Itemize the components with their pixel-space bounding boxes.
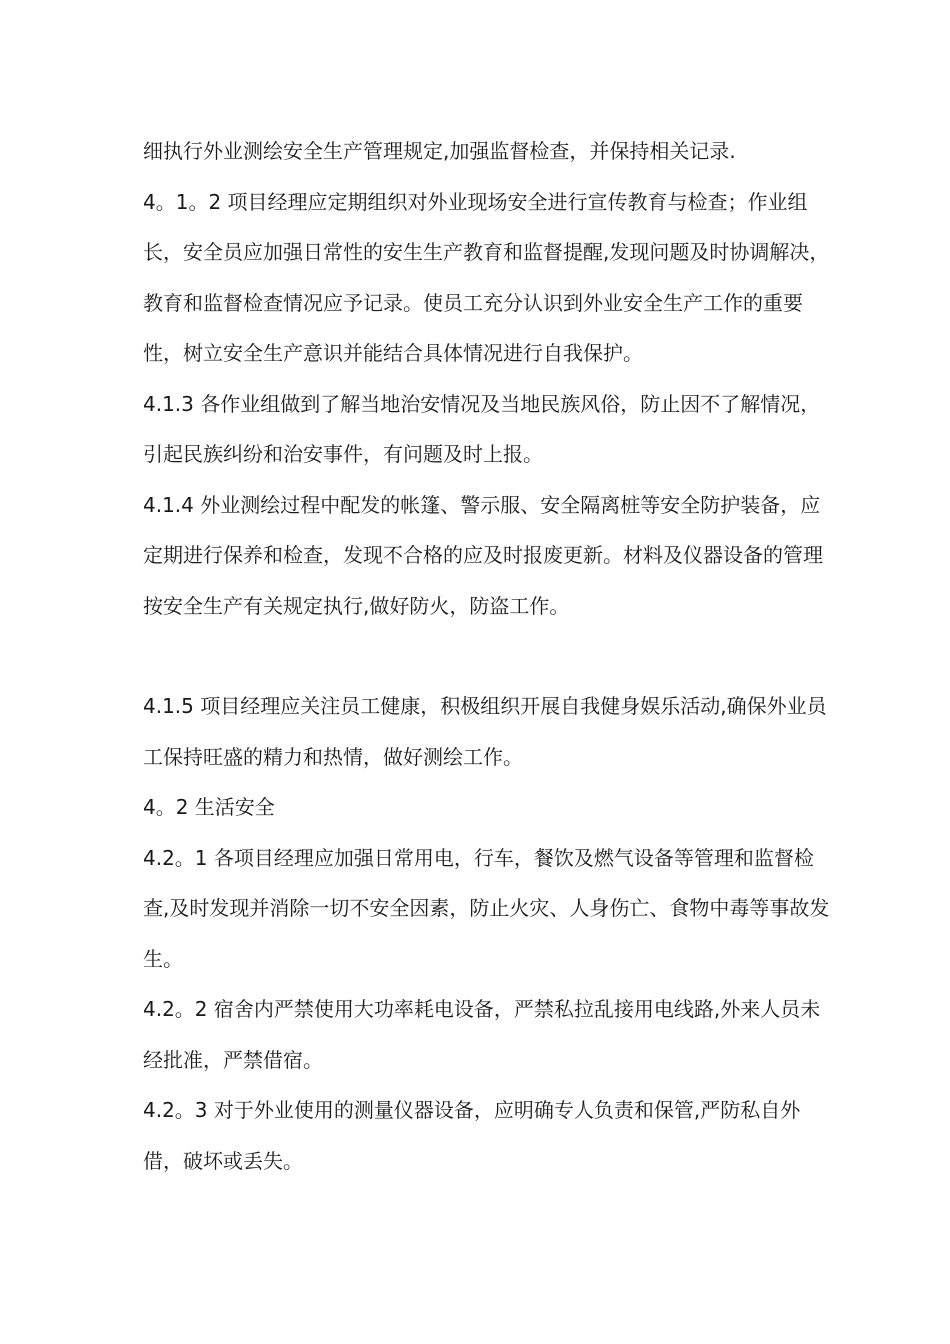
section-heading-4-2: 4。2 生活安全 (143, 795, 275, 819)
paragraph-continuation: 细执行外业测绘安全生产管理规定,加强监督检查，并保持相关记录. (143, 139, 736, 163)
paragraph-4-2-1: 4.2。1 各项目经理应加强日常用电，行车，餐饮及燃气设备等管理和监督检查,及时发现并消除一切不安全因素，防止火灾、人身伤亡、食物中毒等事故发生。 (143, 845, 830, 971)
document-body (143, 126, 833, 1186)
paragraph-4-2-3: 4.2。3 对于外业使用的测量仪器设备，应明确专人负责和保管,严防私自外借，破坏或丢失。 (143, 1098, 801, 1173)
paragraph-4-1-5: 4.1.5 项目经理应关注员工健康，积极组织开展自我健身娱乐活动,确保外业员工保持旺盛的精力和热情，做好测绘工作。 (143, 694, 827, 769)
paragraph-4-1-2: 4。1。2 项目经理应定期组织对外业现场安全进行宣传教育与检查；作业组长，安全员应加强日常性的安生生产教育和监督提醒,发现问题及时协调解决，教育和监督检查情况应予记录。使员工充分认识到外业安全生产工作的重要性，树立安全生产意识并能结合具体情况进行自我保护。 (143, 189, 830, 365)
paragraph-4-1-4: 4.1.4 外业测绘过程中配发的帐篷、警示服、安全隔离桩等安全防护装备，应定期进行保养和检查，发现不合格的应及时报废更新。材料及仪器设备的管理按安全生产有关规定执行,做好防火，防盗工作。 (143, 492, 823, 618)
paragraph-4-1-3: 4.1.3 各作业组做到了解当地治安情况及当地民族风俗，防止因不了解情况，引起民族纠纷和治安事件，有问题及时上报。 (143, 391, 821, 466)
paragraph-4-2-2: 4.2。2 宿舍内严禁使用大功率耗电设备，严禁私拉乱接用电线路,外来人员未经批准，严禁借宿。 (143, 997, 821, 1072)
paragraph-spacer (143, 631, 833, 681)
